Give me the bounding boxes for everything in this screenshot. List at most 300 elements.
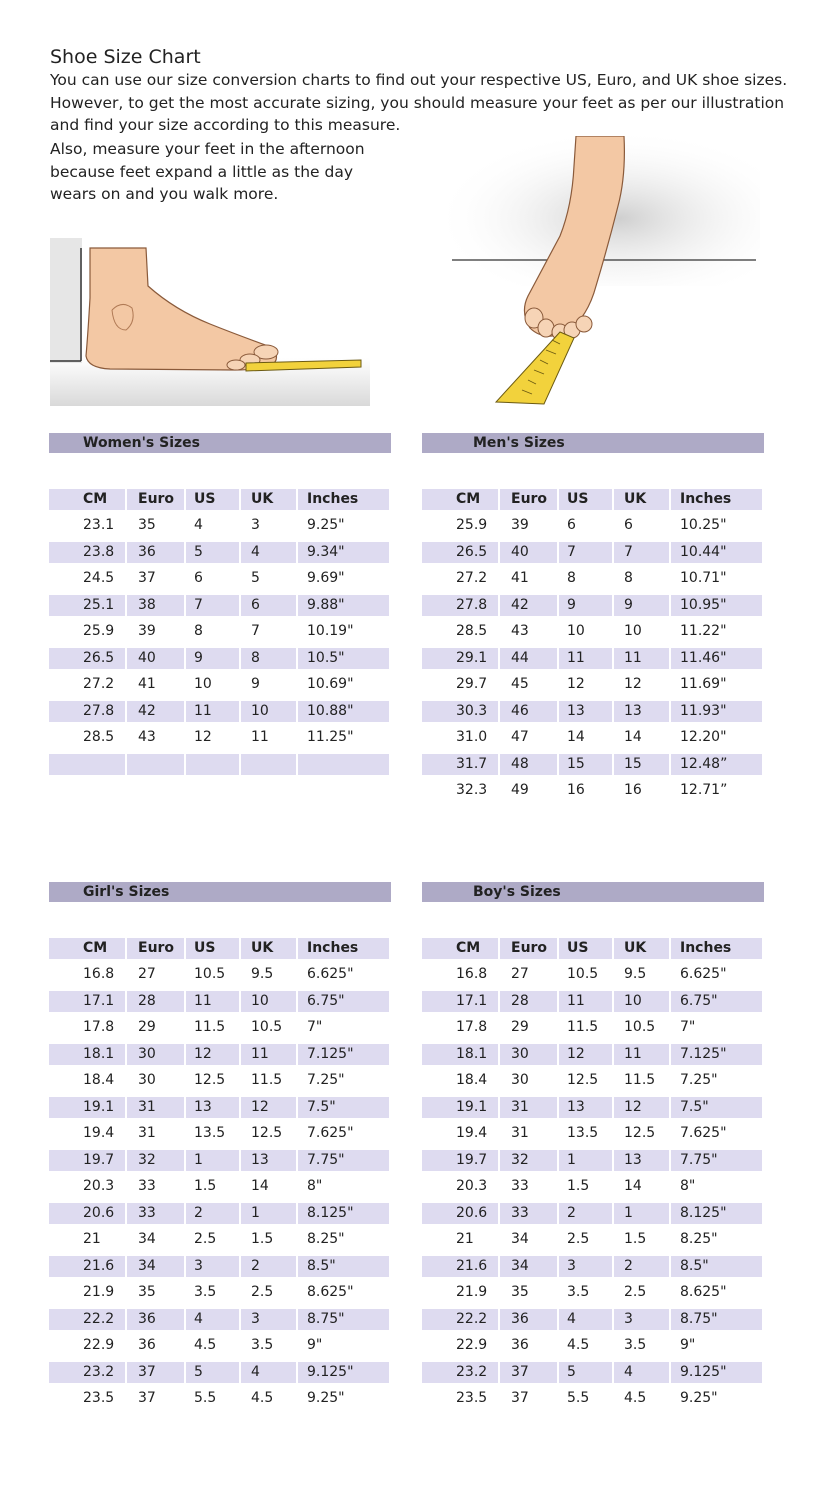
table-row [422, 1041, 764, 1068]
tip-line: because feet expand a little as the day [50, 162, 353, 181]
table-row [422, 1333, 764, 1360]
table-row [422, 962, 764, 989]
cell-cm: 21 [83, 1231, 101, 1248]
cell-us: 3 [559, 1256, 612, 1277]
cell-euro [127, 754, 184, 775]
cell-euro: 31 [500, 1097, 557, 1118]
cell-us: 8 [567, 570, 576, 587]
table-row [422, 672, 764, 699]
cell-us: 2.5 [194, 1231, 217, 1248]
cell-inches: 12.48” [671, 754, 762, 775]
cell-cm: 27.2 [456, 570, 488, 587]
cell-cm: 27.8 [422, 595, 498, 616]
tip-line: wears on and you walk more. [50, 185, 279, 204]
table-row [49, 672, 391, 699]
cell-inches: 7.25" [307, 1072, 345, 1089]
intro-line: You can use our size conversion charts to find out your respective US, Euro, and UK shoe sizes. [50, 71, 788, 89]
girls-size-table [49, 882, 391, 1412]
cell-uk: 13 [614, 701, 669, 722]
table-row [422, 1015, 764, 1042]
cell-uk: 11.5 [624, 1072, 656, 1089]
cell-cm: 20.6 [422, 1203, 498, 1224]
table-row [422, 1094, 764, 1121]
cell-uk: 10 [624, 623, 642, 640]
header-euro: Euro [127, 938, 184, 959]
cell-euro: 38 [127, 595, 184, 616]
cell-uk: 9 [251, 676, 260, 693]
header-us: US [559, 489, 612, 510]
cell-us: 7 [559, 542, 612, 563]
cell-uk: 11 [241, 1044, 296, 1065]
cell-cm: 18.1 [422, 1044, 498, 1065]
cell-euro: 33 [511, 1178, 529, 1195]
cell-cm: 23.2 [49, 1362, 125, 1383]
cell-inches: 6.75" [298, 991, 389, 1012]
cell-us: 4.5 [194, 1337, 217, 1354]
cell-inches: 9" [680, 1337, 696, 1354]
cell-uk: 10 [614, 991, 669, 1012]
cell-us: 12.5 [567, 1072, 599, 1089]
cell-us: 2 [186, 1203, 239, 1224]
table-row [49, 1015, 391, 1042]
cell-uk: 2.5 [251, 1284, 274, 1301]
cell-cm: 22.9 [456, 1337, 488, 1354]
table-row [49, 962, 391, 989]
cell-uk: 1.5 [624, 1231, 647, 1248]
cell-us: 12 [559, 1044, 612, 1065]
cell-us: 11.5 [194, 1019, 226, 1036]
cell-uk: 3 [614, 1309, 669, 1330]
cell-uk: 13 [241, 1150, 296, 1171]
cell-uk: 9.5 [624, 966, 647, 983]
table-row [422, 751, 764, 778]
cell-euro: 31 [138, 1125, 156, 1142]
cell-cm: 31.0 [456, 729, 488, 746]
cell-inches: 9.125" [671, 1362, 762, 1383]
cell-us: 6 [567, 517, 576, 534]
header-inches: Inches [298, 938, 389, 959]
header-inches: Inches [671, 489, 762, 510]
cell-cm: 25.1 [49, 595, 125, 616]
cell-cm: 23.2 [422, 1362, 498, 1383]
ruler [496, 332, 574, 404]
cell-inches: 8.25" [307, 1231, 345, 1248]
cell-inches: 9.125" [298, 1362, 389, 1383]
cell-cm: 28.5 [456, 623, 488, 640]
cell-euro: 27 [511, 966, 529, 983]
cell-us: 7 [186, 595, 239, 616]
cell-cm: 28.5 [83, 729, 115, 746]
cell-euro: 30 [127, 1044, 184, 1065]
cell-inches: 8.625" [680, 1284, 727, 1301]
cell-euro: 28 [500, 991, 557, 1012]
header-euro: Euro [500, 489, 557, 510]
cell-euro: 37 [138, 1390, 156, 1407]
table-row [422, 1359, 764, 1386]
cell-uk: 3.5 [624, 1337, 647, 1354]
table-row [422, 1280, 764, 1307]
table-row [422, 566, 764, 593]
cell-inches: 8" [680, 1178, 696, 1195]
womens-size-table [49, 433, 391, 778]
cell-us: 13 [559, 701, 612, 722]
table-row [422, 1227, 764, 1254]
cell-inches: 10.71" [680, 570, 727, 587]
header-euro: Euro [500, 938, 557, 959]
cell-us: 13.5 [194, 1125, 226, 1142]
header-uk: UK [241, 489, 296, 510]
cell-cm: 17.8 [456, 1019, 488, 1036]
cell-euro: 30 [500, 1044, 557, 1065]
cell-inches: 12.71” [680, 782, 728, 799]
table-body [422, 513, 764, 805]
cell-us: 10 [194, 676, 212, 693]
intro-line: However, to get the most accurate sizing, you should measure your feet as per our illustration [50, 93, 785, 112]
table-row [422, 725, 764, 752]
table-row [49, 1121, 391, 1148]
cell-cm: 32.3 [456, 782, 488, 799]
cell-uk: 4 [241, 542, 296, 563]
cell-euro: 36 [127, 1309, 184, 1330]
cell-us: 2.5 [567, 1231, 590, 1248]
header-euro: Euro [127, 489, 184, 510]
cell-uk: 15 [614, 754, 669, 775]
cell-cm: 19.4 [83, 1125, 115, 1142]
cell-uk: 12 [624, 676, 642, 693]
cell-cm: 22.2 [49, 1309, 125, 1330]
cell-uk: 2.5 [624, 1284, 647, 1301]
cell-cm: 20.3 [83, 1178, 115, 1195]
cell-cm: 21.6 [49, 1256, 125, 1277]
cell-euro: 41 [138, 676, 156, 693]
cell-cm: 19.7 [49, 1150, 125, 1171]
cell-euro: 34 [511, 1231, 529, 1248]
cell-euro: 41 [511, 570, 529, 587]
cell-euro: 43 [511, 623, 529, 640]
cell-us: 4 [559, 1309, 612, 1330]
cell-euro: 29 [511, 1019, 529, 1036]
cell-cm: 23.5 [456, 1390, 488, 1407]
header-us: US [559, 938, 612, 959]
table-row [49, 539, 391, 566]
header-uk: UK [614, 938, 669, 959]
table-row [49, 1386, 391, 1413]
table-row [422, 1147, 764, 1174]
cell-us: 3.5 [194, 1284, 217, 1301]
cell-uk: 9 [614, 595, 669, 616]
foot-side-view-illustration [50, 238, 370, 406]
table-row [49, 1306, 391, 1333]
cell-euro: 49 [511, 782, 529, 799]
cell-uk: 13 [614, 1150, 669, 1171]
cell-uk: 4.5 [624, 1390, 647, 1407]
cell-inches: 7" [680, 1019, 696, 1036]
cell-euro: 37 [511, 1390, 529, 1407]
cell-cm: 25.9 [83, 623, 115, 640]
cell-inches: 9.25" [680, 1390, 718, 1407]
cell-euro: 34 [138, 1231, 156, 1248]
table-row [49, 1174, 391, 1201]
cell-us: 5.5 [567, 1390, 590, 1407]
page-title: Shoe Size Chart [50, 46, 201, 68]
table-row [49, 592, 391, 619]
cell-euro: 35 [138, 517, 156, 534]
wall-shadow [50, 238, 82, 363]
cell-uk: 14 [251, 1178, 269, 1195]
cell-inches: 11.93" [671, 701, 762, 722]
table-row [422, 1253, 764, 1280]
table-title: Men's Sizes [422, 433, 764, 453]
cell-euro: 36 [511, 1337, 529, 1354]
cell-uk: 4.5 [251, 1390, 274, 1407]
cell-inches: 10.69" [307, 676, 354, 693]
cell-euro: 45 [511, 676, 529, 693]
table-row [422, 1306, 764, 1333]
table-row [49, 1359, 391, 1386]
cell-us: 1.5 [194, 1178, 217, 1195]
cell-us: 11 [186, 991, 239, 1012]
cell-cm: 17.8 [83, 1019, 115, 1036]
header-inches: Inches [671, 938, 762, 959]
cell-inches: 7.5" [671, 1097, 762, 1118]
cell-uk: 8 [241, 648, 296, 669]
cell-euro: 33 [500, 1203, 557, 1224]
cell-inches [298, 754, 389, 775]
cell-inches: 7" [307, 1019, 323, 1036]
cell-euro: 44 [500, 648, 557, 669]
table-row [422, 988, 764, 1015]
cell-us: 2 [559, 1203, 612, 1224]
foot-shape [86, 248, 276, 370]
table-row [422, 539, 764, 566]
cell-euro: 33 [127, 1203, 184, 1224]
cell-inches: 6.75" [671, 991, 762, 1012]
cell-uk: 8 [624, 570, 633, 587]
cell-us: 13.5 [567, 1125, 599, 1142]
cell-us [186, 754, 239, 775]
table-body [49, 513, 391, 778]
cell-cm: 18.4 [456, 1072, 488, 1089]
cell-inches: 7.125" [298, 1044, 389, 1065]
table-row [422, 1121, 764, 1148]
cell-us: 11 [559, 648, 612, 669]
cell-uk: 6 [624, 517, 633, 534]
table-row [49, 513, 391, 540]
cell-us: 4.5 [567, 1337, 590, 1354]
cell-cm: 23.1 [83, 517, 115, 534]
cell-cm: 27.8 [49, 701, 125, 722]
cell-us: 13 [559, 1097, 612, 1118]
cell-us: 9 [559, 595, 612, 616]
cell-euro: 37 [138, 570, 156, 587]
table-row [49, 1280, 391, 1307]
cell-cm: 26.5 [49, 648, 125, 669]
table-row [49, 698, 391, 725]
cell-uk: 14 [624, 729, 642, 746]
cell-inches: 9.34" [298, 542, 389, 563]
cell-cm: 20.3 [456, 1178, 488, 1195]
cell-uk: 11.5 [251, 1072, 283, 1089]
cell-inches: 7.625" [307, 1125, 354, 1142]
cell-us: 5 [559, 1362, 612, 1383]
table-row [49, 751, 391, 778]
cell-us: 11.5 [567, 1019, 599, 1036]
cell-uk: 11 [614, 648, 669, 669]
cell-euro: 36 [500, 1309, 557, 1330]
cell-uk: 2 [241, 1256, 296, 1277]
cell-us: 3 [186, 1256, 239, 1277]
cell-us: 3.5 [567, 1284, 590, 1301]
cell-us: 10.5 [567, 966, 599, 983]
cell-uk: 10.5 [624, 1019, 656, 1036]
table-row [49, 1068, 391, 1095]
cell-inches: 9.69" [307, 570, 345, 587]
cell-cm: 21 [456, 1231, 474, 1248]
table-row [422, 1068, 764, 1095]
table-title: Boy's Sizes [422, 882, 764, 902]
cell-euro: 42 [500, 595, 557, 616]
table-row [49, 1333, 391, 1360]
cell-us: 13 [186, 1097, 239, 1118]
header-cm: CM [49, 938, 125, 959]
cell-cm: 21.9 [83, 1284, 115, 1301]
cell-cm: 18.4 [83, 1072, 115, 1089]
cell-uk: 12 [241, 1097, 296, 1118]
cell-uk: 3 [251, 517, 260, 534]
cell-us: 4 [194, 517, 203, 534]
cell-inches: 8.125" [671, 1203, 762, 1224]
header-cm: CM [49, 489, 125, 510]
cell-cm: 17.1 [422, 991, 498, 1012]
cell-inches: 10.95" [671, 595, 762, 616]
cell-inches: 8" [307, 1178, 323, 1195]
cell-uk: 11 [614, 1044, 669, 1065]
table-row [49, 1094, 391, 1121]
cell-euro: 42 [127, 701, 184, 722]
cell-us: 12 [567, 676, 585, 693]
cell-cm: 19.4 [456, 1125, 488, 1142]
cell-uk: 3.5 [251, 1337, 274, 1354]
cell-inches: 8.75" [298, 1309, 389, 1330]
table-row [49, 725, 391, 752]
cell-cm: 16.8 [456, 966, 488, 983]
cell-euro: 46 [500, 701, 557, 722]
cell-inches: 11.46" [671, 648, 762, 669]
cell-uk: 11 [251, 729, 269, 746]
cell-euro: 47 [511, 729, 529, 746]
cell-us: 8 [194, 623, 203, 640]
cell-us: 5 [186, 1362, 239, 1383]
cell-euro: 34 [127, 1256, 184, 1277]
cell-cm: 17.1 [49, 991, 125, 1012]
table-row [49, 1253, 391, 1280]
table-row [49, 619, 391, 646]
cell-inches: 8.125" [298, 1203, 389, 1224]
cell-us: 5.5 [194, 1390, 217, 1407]
cell-cm: 21.6 [422, 1256, 498, 1277]
cell-us: 11 [186, 701, 239, 722]
cell-euro: 33 [138, 1178, 156, 1195]
cell-uk: 7 [251, 623, 260, 640]
cell-us: 5 [186, 542, 239, 563]
cell-cm: 24.5 [83, 570, 115, 587]
cell-us: 4 [186, 1309, 239, 1330]
cell-inches: 11.22" [680, 623, 727, 640]
cell-uk: 2 [614, 1256, 669, 1277]
header-us: US [186, 938, 239, 959]
cell-uk: 6 [241, 595, 296, 616]
table-row [422, 1386, 764, 1413]
cell-cm: 23.5 [83, 1390, 115, 1407]
table-row [422, 592, 764, 619]
table-body [422, 962, 764, 1413]
cell-uk: 5 [251, 570, 260, 587]
tip-text [50, 138, 380, 206]
cell-cm: 27.2 [83, 676, 115, 693]
cell-cm: 22.9 [83, 1337, 115, 1354]
table-row [49, 988, 391, 1015]
table-row [49, 1147, 391, 1174]
cell-uk: 14 [624, 1178, 642, 1195]
header-inches: Inches [298, 489, 389, 510]
cell-euro: 30 [138, 1072, 156, 1089]
cell-us: 1 [186, 1150, 239, 1171]
cell-us: 12 [194, 729, 212, 746]
cell-inches: 10.44" [671, 542, 762, 563]
cell-inches: 10.88" [298, 701, 389, 722]
cell-cm: 19.1 [49, 1097, 125, 1118]
cell-euro: 31 [511, 1125, 529, 1142]
cell-inches: 12.20" [680, 729, 727, 746]
cell-inches: 7.5" [298, 1097, 389, 1118]
cell-inches: 6.625" [307, 966, 354, 983]
cell-euro: 27 [138, 966, 156, 983]
header-cm: CM [422, 489, 498, 510]
table-header [422, 935, 764, 962]
intro-line: and find your size according to this measure. [50, 116, 401, 135]
cell-euro: 37 [500, 1362, 557, 1383]
table-row [49, 645, 391, 672]
table-row [422, 619, 764, 646]
cell-uk: 9.5 [251, 966, 274, 983]
cell-uk: 1 [241, 1203, 296, 1224]
tip-line: Also, measure your feet in the afternoon [50, 140, 365, 158]
cell-uk [241, 754, 296, 775]
cell-uk: 3 [241, 1309, 296, 1330]
cell-uk: 16 [624, 782, 642, 799]
cell-euro: 35 [511, 1284, 529, 1301]
cell-inches: 6.625" [680, 966, 727, 983]
cell-euro: 35 [138, 1284, 156, 1301]
cell-inches: 8.75" [671, 1309, 762, 1330]
cell-euro: 32 [500, 1150, 557, 1171]
header-us: US [186, 489, 239, 510]
table-row [49, 1200, 391, 1227]
header-cm: CM [422, 938, 498, 959]
cell-uk: 10 [241, 701, 296, 722]
cell-euro: 34 [500, 1256, 557, 1277]
cell-inches: 8.625" [307, 1284, 354, 1301]
table-row [422, 1174, 764, 1201]
cell-inches: 7.75" [298, 1150, 389, 1171]
cell-uk: 10.5 [251, 1019, 283, 1036]
cell-cm: 19.7 [422, 1150, 498, 1171]
cell-inches: 10.5" [298, 648, 389, 669]
cell-us: 11 [559, 991, 612, 1012]
cell-inches: 9.25" [307, 1390, 345, 1407]
cell-uk: 7 [614, 542, 669, 563]
header-uk: UK [614, 489, 669, 510]
